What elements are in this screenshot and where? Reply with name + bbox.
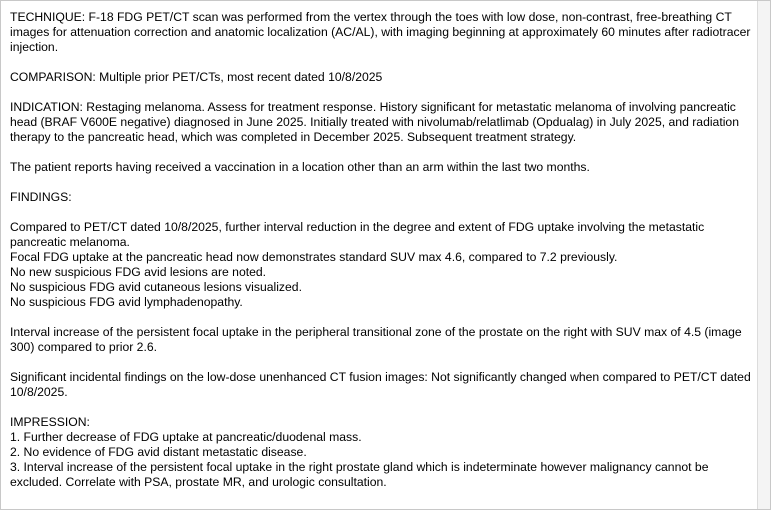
impression-block: [10, 415, 758, 490]
indication-paragraph: INDICATION: Restaging melanoma. Assess for treatment response. History significant for metastatic melanoma of involving pancreatic head (BRAF V600E negative) diagnosed in June 2025. Initially treated with nivolumab/relatlimab (Opdualag) in July 2025, and radiation therapy to the pancreatic head, which was completed in December 2025. Subsequent treatment strategy.: [10, 100, 739, 144]
impression-item: 2. No evidence of FDG avid distant metastatic disease.: [10, 445, 307, 459]
finding-line: Focal FDG uptake at the pancreatic head now demonstrates standard SUV max 4.6, compared to 7.2 previously.: [10, 250, 618, 264]
vaccination-note: The patient reports having received a vaccination in a location other than an arm within the last two months.: [10, 160, 590, 174]
incidental-finding-paragraph: Significant incidental findings on the low-dose unenhanced CT fusion images: Not significantly changed when compared to PET/CT dated 10/8/2025.: [10, 370, 751, 399]
prostate-finding-paragraph: Interval increase of the persistent focal uptake in the peripheral transitional zone of the prostate on the right with SUV max of 4.5 (image 300) compared to prior 2.6.: [10, 325, 742, 354]
report-text: [10, 10, 758, 490]
finding-line: No suspicious FDG avid cutaneous lesions visualized.: [10, 280, 302, 294]
technique-paragraph: TECHNIQUE: F-18 FDG PET/CT scan was performed from the vertex through the toes with low dose, non-contrast, free-breathing CT images for attenuation correction and anatomic localization (AC/AL), with imaging beginning at approximately 60 minutes after radiotracer injection.: [10, 10, 751, 54]
impression-heading: IMPRESSION:: [10, 415, 90, 429]
findings-heading: FINDINGS:: [10, 190, 72, 204]
impression-item: 1. Further decrease of FDG uptake at pancreatic/duodenal mass.: [10, 430, 362, 444]
impression-item: 3. Interval increase of the persistent focal uptake in the right prostate gland which is indeterminate however malignancy cannot be excluded. Correlate with PSA, prostate MR, and urologic consultation.: [10, 460, 709, 489]
vertical-scrollbar[interactable]: [757, 1, 770, 509]
finding-line: No new suspicious FDG avid lesions are noted.: [10, 265, 267, 279]
comparison-paragraph: COMPARISON: Multiple prior PET/CTs, most recent dated 10/8/2025: [10, 70, 383, 84]
report-scroll-area[interactable]: [1, 1, 758, 509]
finding-line: Compared to PET/CT dated 10/8/2025, further interval reduction in the degree and extent of FDG uptake involving the metastatic pancreatic melanoma.: [10, 220, 705, 249]
finding-line: No suspicious FDG avid lymphadenopathy.: [10, 295, 243, 309]
findings-block: [10, 220, 758, 310]
